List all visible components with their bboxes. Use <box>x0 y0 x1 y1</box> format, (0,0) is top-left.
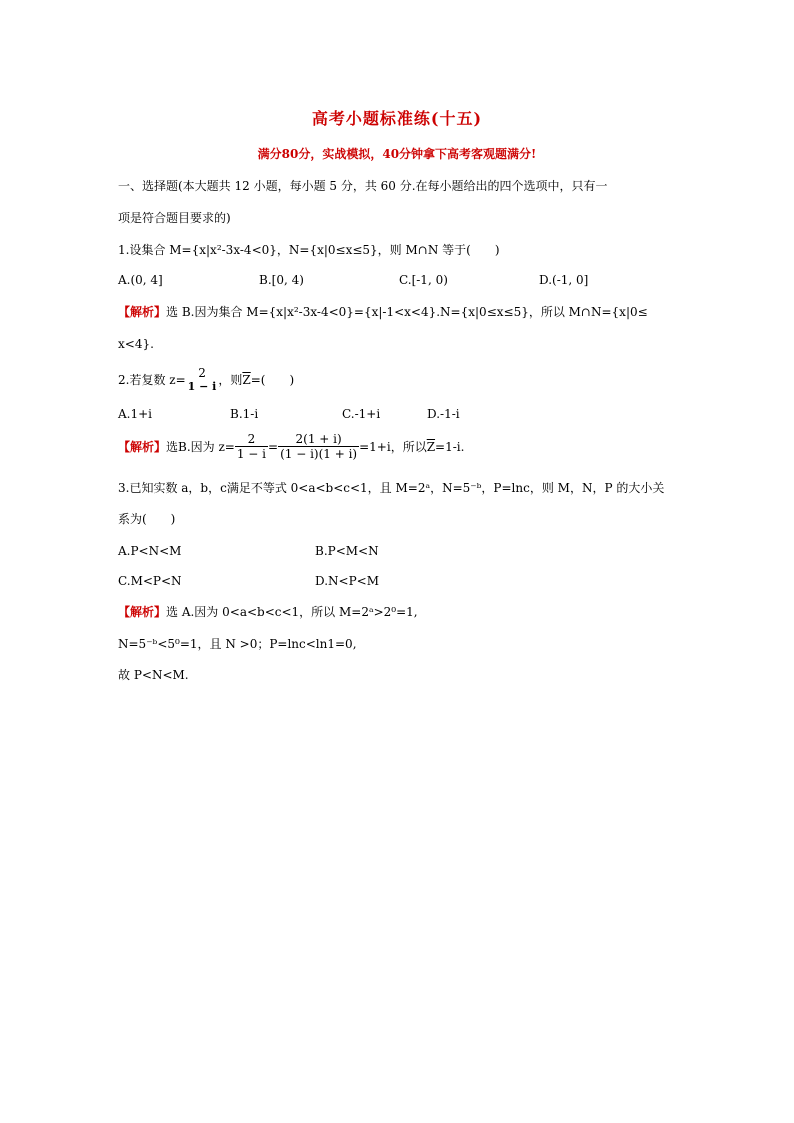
q2-fraction-denominator: 1 − i <box>187 379 217 393</box>
q3-option-b: B.P<M<N <box>315 544 379 558</box>
q1-option-a: A.(0, 4] <box>118 273 163 287</box>
page-subtitle: 满分80分，实战模拟，40分钟拿下高考客观题满分! <box>257 147 537 161</box>
q3-option-a: A.P<N<M <box>118 544 182 558</box>
q2-analysis-fraction2 <box>278 432 359 461</box>
q2-stem-prefix: 2.若复数 z= <box>118 373 186 387</box>
q2-z-conjugate: $\overline{Z}$ <box>242 373 251 387</box>
q1-option-d: D.(-1, 0] <box>539 273 589 287</box>
q3-analysis-line1 <box>118 604 418 620</box>
analysis-tag: 【解析】 <box>118 305 167 319</box>
q2-analysis-fraction1-denominator: 1 − i <box>236 447 266 461</box>
section-intro-line1: 一、选择题(本大题共 12 小题，每小题 5 分，共 60 分.在每小题给出的四个选项中，只有一 <box>118 179 608 193</box>
q2-fraction-numerator: 2 <box>198 365 206 380</box>
q2-analysis-mid: =1+i，所以 <box>359 440 427 454</box>
q3-analysis-text: 选 A.因为 0<a<b<c<1，所以 M=2ᵃ>2⁰=1, <box>166 605 418 619</box>
analysis-tag: 【解析】 <box>118 605 167 619</box>
q2-stem-suffix: =( ) <box>250 373 295 387</box>
q2-analysis-fraction1 <box>235 432 268 461</box>
q3-option-d: D.N<P<M <box>315 574 379 588</box>
q1-option-c: C.[-1, 0) <box>399 273 448 287</box>
q2-analysis-equals: = <box>268 440 279 454</box>
q2-option-d: D.-1-i <box>427 407 460 421</box>
q1-stem: 1.设集合 M={x|x²-3x-4<0}，N={x|0≤x≤5}，则 M∩N 等于( ) <box>118 243 500 257</box>
q2-stem-mid: ，则 <box>218 373 243 387</box>
q1-analysis-line2: x<4}. <box>118 337 154 351</box>
q2-option-a: A.1+i <box>118 407 153 421</box>
q2-stem <box>118 360 294 400</box>
q2-analysis-prefix: 选B.因为 z= <box>166 440 235 454</box>
page-title: 高考小题标准练(十五) <box>311 109 483 128</box>
q3-analysis-line3: 故 P<N<M. <box>118 668 189 682</box>
q2-analysis-fraction1-numerator: 2 <box>247 432 256 446</box>
q2-option-c: C.-1+i <box>342 407 381 421</box>
q1-analysis-line1 <box>118 304 648 320</box>
q1-analysis-text: 选 B.因为集合 M={x|x²-3x-4<0}={x|-1<x<4}.N={x|0≤x≤5}，所以 M∩N={x|0≤ <box>166 305 648 319</box>
q3-analysis-line2: N=5⁻ᵇ<5⁰=1，且 N >0；P=lnc<ln1=0, <box>118 637 357 651</box>
analysis-tag: 【解析】 <box>118 440 167 454</box>
q2-analysis-z-conjugate: $\overline{Z}$ <box>426 440 436 454</box>
q2-analysis-suffix: =1-i. <box>435 440 465 454</box>
q1-option-b: B.[0, 4) <box>259 273 304 287</box>
q3-stem-line1: 3.已知实数 a，b，c满足不等式 0<a<b<c<1，且 M=2ᵃ，N=5⁻ᵇ，P=lnc，则 M，N，P 的大小关 <box>118 481 665 495</box>
section-intro-line2: 项是符合题目要求的) <box>118 211 231 225</box>
q2-analysis-fraction2-numerator: 2(1 + i) <box>295 432 342 446</box>
q3-stem-line2: 系为( ) <box>118 512 176 526</box>
q3-option-c: C.M<P<N <box>118 574 182 588</box>
q2-analysis-fraction2-denominator: (1 − i)(1 + i) <box>280 447 358 461</box>
q2-analysis <box>118 427 464 467</box>
q2-fraction <box>186 366 219 394</box>
q2-option-b: B.1-i <box>230 407 259 421</box>
